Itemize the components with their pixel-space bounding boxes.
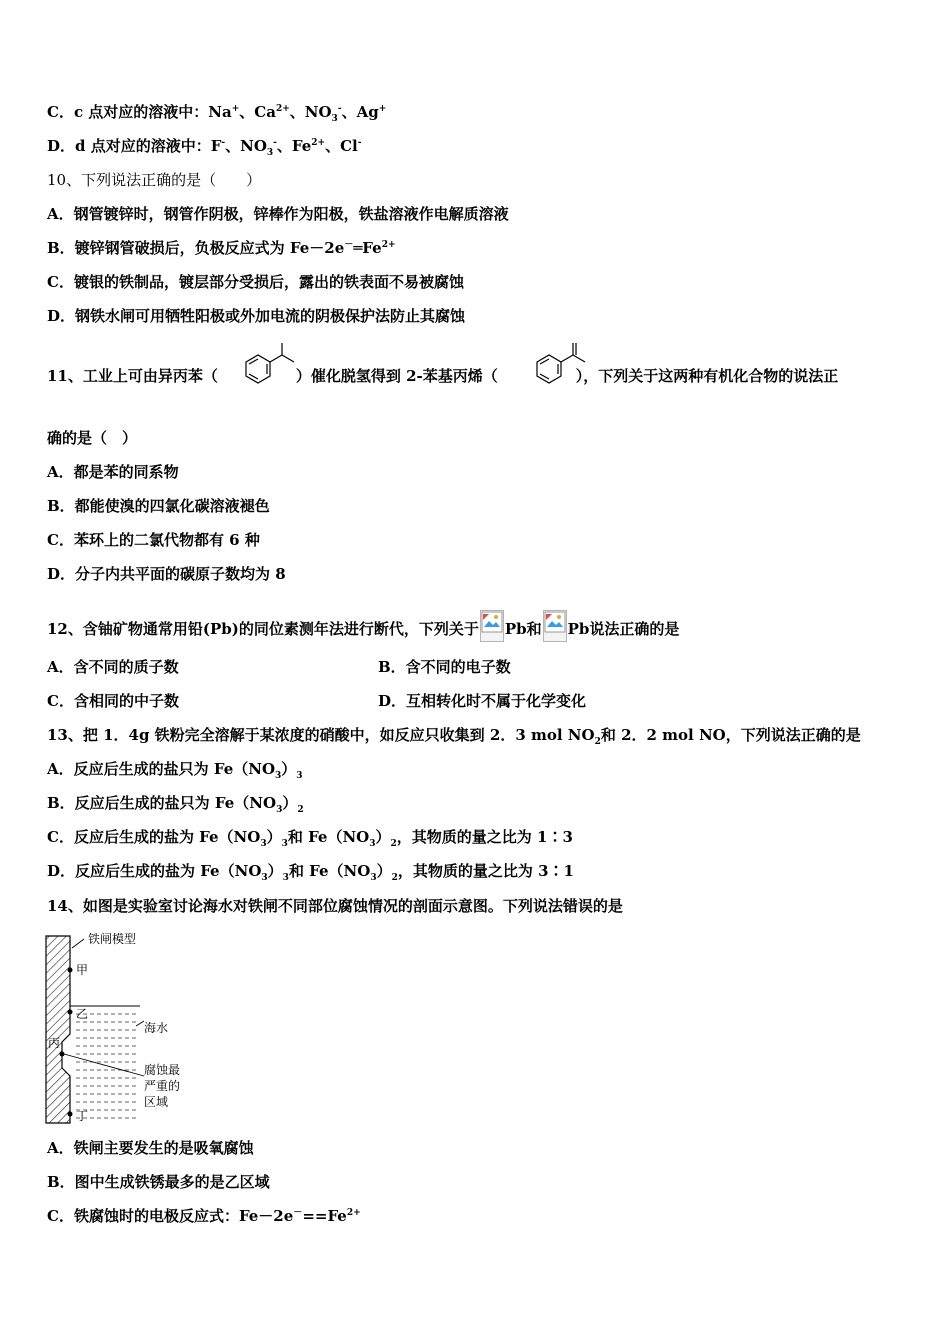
q13-option-d: D．反应后生成的盐为 $Fe(NO_3)_3$和 $Fe(NO_3)_2$，其物质的量之比为 3∶1 — [47, 862, 574, 883]
q12-option-a: A．含不同的质子数 — [47, 658, 179, 676]
broken-image-icon — [543, 610, 567, 642]
isopropylbenzene-structure — [228, 342, 306, 402]
diagram-label-corrosion-1: 腐蚀最 — [144, 1063, 181, 1077]
phenylpropene-structure — [519, 342, 597, 402]
q12-option-c: C．含相同的中子数 — [47, 692, 179, 710]
q10-option-b: B．镀锌钢管破损后，负极反应式为 $Fe-2e^-═Fe^{2+}$ — [47, 239, 396, 257]
q13-stem: 13、把 1．4g 铁粉完全溶解于某浓度的硝酸中，如反应只收集到 2．3 mol $NO_2$和 2．2 mol NO，下列说法正确的是 — [47, 726, 861, 747]
diagram-label-corrosion-2: 严重的 — [144, 1079, 181, 1093]
q13-option-a: A．反应后生成的盐只为 $Fe(NO_3)_3$ — [47, 760, 303, 781]
q10-stem: 10、下列说法正确的是（ ） — [47, 171, 262, 189]
q9-option-d: D．d 点对应的溶液中：F-、$NO_3^-$、$Fe^{2+}$、Cl- — [47, 137, 362, 158]
q12-option-b: B．含不同的电子数 — [378, 658, 511, 676]
q9-option-c: C．c 点对应的溶液中：Na+、$Ca^{2+}$、$NO_3^-$、Ag+ — [47, 103, 387, 124]
diagram-label-bing: 丙 — [48, 1036, 61, 1050]
q14-option-a: A．铁闸主要发生的是吸氧腐蚀 — [47, 1139, 254, 1157]
q10-option-d: D．钢铁水闸可用牺牲阳极或外加电流的阴极保护法防止其腐蚀 — [47, 307, 466, 325]
q14-option-b: B．图中生成铁锈最多的是乙区域 — [47, 1173, 270, 1191]
q11-option-b: B．都能使溴的四氯化碳溶液褪色 — [47, 497, 270, 515]
iron-gate-diagram — [40, 928, 200, 1128]
q13-option-c: C．反应后生成的盐为 $Fe(NO_3)_3$和 $Fe(NO_3)_2$，其物质的量之比为 1∶3 — [47, 828, 573, 849]
diagram-label-model: 铁闸模型 — [88, 932, 137, 946]
q12-stem: 12、含铀矿物通常用铅(Pb)的同位素测年法进行断代，下列关于 Pb和 Pb说法正确的是 — [47, 610, 679, 642]
q14-stem: 14、如图是实验室讨论海水对铁闸不同部位腐蚀情况的剖面示意图。下列说法错误的是 — [47, 897, 623, 915]
q14-option-c: C．铁腐蚀时的电极反应式：$Fe-2e^-==Fe^{2+}$ — [47, 1207, 361, 1225]
q11-stem: 11、工业上可由异丙苯（ ）催化脱氢得到 2-苯基丙烯（ ），下列关于这两种有机化合物的说法正 — [47, 367, 839, 385]
q13-option-b: B．反应后生成的盐只为 $Fe(NO_3)_2$ — [47, 794, 304, 815]
diagram-label-seawater: 海水 — [144, 1021, 169, 1035]
diagram-label-ding: 丁 — [76, 1109, 89, 1123]
q11-option-a: A．都是苯的同系物 — [47, 463, 179, 481]
broken-image-icon — [480, 610, 504, 642]
q11-option-c: C．苯环上的二氯代物都有 6 种 — [47, 531, 260, 549]
q12-option-d: D．互相转化时不属于化学变化 — [378, 692, 587, 710]
diagram-label-corrosion-3: 区域 — [144, 1095, 169, 1109]
diagram-label-yi: 乙 — [76, 1007, 89, 1021]
diagram-label-jia: 甲 — [76, 963, 89, 977]
q10-option-a: A．钢管镀锌时，钢管作阴极，锌棒作为阳极，铁盐溶液作电解质溶液 — [47, 205, 509, 223]
q10-option-c: C．镀银的铁制品，镀层部分受损后，露出的铁表面不易被腐蚀 — [47, 273, 464, 291]
q11-stem-continued: 确的是（ ） — [47, 429, 138, 447]
q11-option-d: D．分子内共平面的碳原子数均为 8 — [47, 565, 286, 583]
